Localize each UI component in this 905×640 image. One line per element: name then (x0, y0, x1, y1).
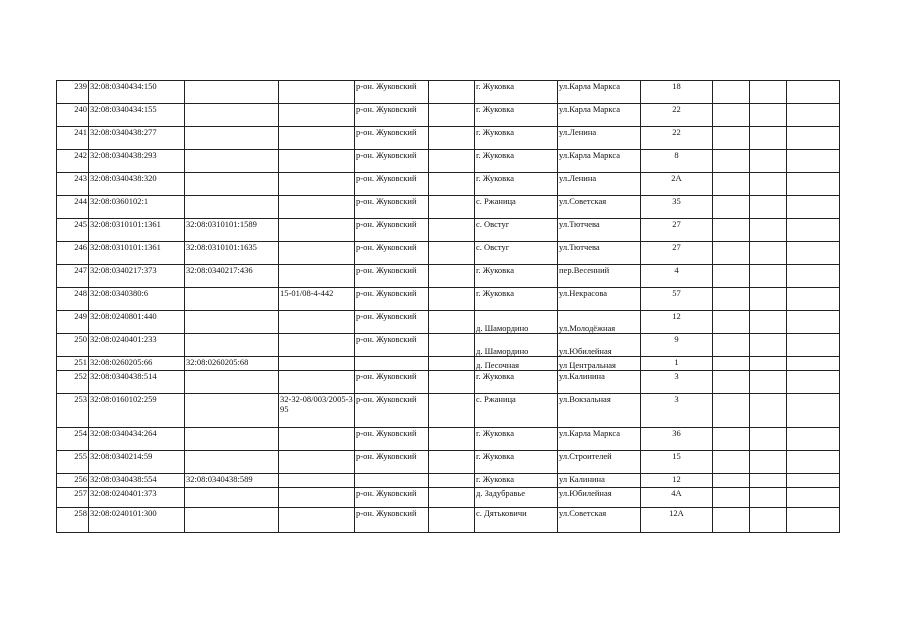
street-cell: ул.Ленина (558, 173, 641, 196)
street-cell: ул.Юбилейная (558, 334, 641, 357)
empty-cell (787, 334, 840, 357)
table-row (57, 357, 840, 371)
house-number: 15 (641, 451, 713, 474)
empty-cell (750, 173, 787, 196)
empty-cell (713, 150, 750, 173)
row-number: 252 (57, 371, 89, 394)
empty-cell (750, 474, 787, 488)
empty-cell (429, 288, 475, 311)
district-cell: р-он. Жуковский (355, 242, 429, 265)
house-number: 27 (641, 242, 713, 265)
empty-cell (429, 242, 475, 265)
empty-cell (429, 196, 475, 219)
empty-cell (787, 81, 840, 104)
district-cell: р-он. Жуковский (355, 371, 429, 394)
row-number: 244 (57, 196, 89, 219)
row-number: 248 (57, 288, 89, 311)
house-number: 35 (641, 196, 713, 219)
settlement-cell: д. Шамордино (475, 311, 558, 334)
empty-cell (713, 357, 750, 371)
table-row (57, 488, 840, 508)
cadastral-number-2 (185, 173, 279, 196)
cadastral-number: 32:08:0310101:1361 (89, 242, 185, 265)
settlement-cell: с. Овстуг (475, 242, 558, 265)
empty-cell (750, 150, 787, 173)
settlement-cell: д. Задубравье (475, 488, 558, 508)
street-cell: ул.Советская (558, 508, 641, 533)
table-row (57, 394, 840, 428)
house-number: 4А (641, 488, 713, 508)
cadastral-number-2: 32:08:0260205:68 (185, 357, 279, 371)
empty-cell (750, 371, 787, 394)
table-row (57, 311, 840, 334)
empty-cell (787, 219, 840, 242)
street-cell: ул.Карла Маркса (558, 150, 641, 173)
district-cell: р-он. Жуковский (355, 508, 429, 533)
settlement-cell: г. Жуковка (475, 127, 558, 150)
row-number: 242 (57, 150, 89, 173)
registration-number: 32-32-08/003/2005-395 (279, 394, 355, 428)
registration-number (279, 196, 355, 219)
empty-cell (787, 265, 840, 288)
cadastral-number-2 (185, 371, 279, 394)
row-number: 239 (57, 81, 89, 104)
street-cell: ул.Тютчева (558, 242, 641, 265)
empty-cell (787, 357, 840, 371)
empty-cell (787, 104, 840, 127)
cadastral-number-2 (185, 81, 279, 104)
row-number: 243 (57, 173, 89, 196)
district-cell: р-он. Жуковский (355, 265, 429, 288)
empty-cell (713, 265, 750, 288)
empty-cell (713, 334, 750, 357)
district-cell: р-он. Жуковский (355, 104, 429, 127)
row-number: 258 (57, 508, 89, 533)
cadastral-number: 32:08:0160102:259 (89, 394, 185, 428)
empty-cell (429, 394, 475, 428)
row-number: 249 (57, 311, 89, 334)
district-cell: р-он. Жуковский (355, 127, 429, 150)
registration-number (279, 242, 355, 265)
empty-cell (787, 196, 840, 219)
cadastral-number-2 (185, 104, 279, 127)
cadastral-number: 32:08:0340434:155 (89, 104, 185, 127)
settlement-cell: с. Ржаница (475, 394, 558, 428)
settlement-cell: с. Овстуг (475, 219, 558, 242)
row-number: 257 (57, 488, 89, 508)
empty-cell (787, 474, 840, 488)
row-number: 241 (57, 127, 89, 150)
settlement-cell: с. Ржаница (475, 196, 558, 219)
empty-cell (713, 288, 750, 311)
empty-cell (787, 150, 840, 173)
row-number: 245 (57, 219, 89, 242)
cadastral-number: 32:08:0340438:514 (89, 371, 185, 394)
cadastral-number-2 (185, 451, 279, 474)
empty-cell (429, 219, 475, 242)
registration-number (279, 508, 355, 533)
table-row (57, 428, 840, 451)
registration-number (279, 311, 355, 334)
empty-cell (750, 242, 787, 265)
house-number: 12 (641, 311, 713, 334)
empty-cell (750, 265, 787, 288)
cadastral-number: 32:08:0240101:300 (89, 508, 185, 533)
table-row (57, 104, 840, 127)
cadastral-number-2 (185, 508, 279, 533)
district-cell: р-он. Жуковский (355, 288, 429, 311)
empty-cell (429, 104, 475, 127)
cadastral-number: 32:08:0240401:373 (89, 488, 185, 508)
district-cell: р-он. Жуковский (355, 394, 429, 428)
registration-number (279, 474, 355, 488)
street-cell: ул.Ленина (558, 127, 641, 150)
row-number: 251 (57, 357, 89, 371)
table-row (57, 173, 840, 196)
row-number: 250 (57, 334, 89, 357)
table-row (57, 242, 840, 265)
row-number: 247 (57, 265, 89, 288)
table-row (57, 196, 840, 219)
house-number: 12А (641, 508, 713, 533)
district-cell: р-он. Жуковский (355, 311, 429, 334)
house-number: 57 (641, 288, 713, 311)
cadastral-number: 32:08:0340438:293 (89, 150, 185, 173)
table-row (57, 219, 840, 242)
registration-number: 15-01/08-4-442 (279, 288, 355, 311)
empty-cell (713, 394, 750, 428)
cadastral-number: 32:08:0340217:373 (89, 265, 185, 288)
cadastral-number: 32:08:0260205:66 (89, 357, 185, 371)
empty-cell (787, 288, 840, 311)
registration-number (279, 150, 355, 173)
empty-cell (429, 357, 475, 371)
district-cell: р-он. Жуковский (355, 428, 429, 451)
house-number: 22 (641, 104, 713, 127)
registration-number (279, 127, 355, 150)
empty-cell (713, 196, 750, 219)
table-row (57, 127, 840, 150)
registration-number (279, 265, 355, 288)
empty-cell (713, 451, 750, 474)
cadastral-number-2 (185, 127, 279, 150)
row-number: 240 (57, 104, 89, 127)
registration-number (279, 371, 355, 394)
table-row (57, 451, 840, 474)
house-number: 22 (641, 127, 713, 150)
empty-cell (713, 428, 750, 451)
cadastral-number-2 (185, 288, 279, 311)
empty-cell (787, 508, 840, 533)
cadastral-number: 32:08:0340214:59 (89, 451, 185, 474)
settlement-cell: д. Песочная (475, 357, 558, 371)
empty-cell (787, 242, 840, 265)
cadastral-number: 32:08:0240401:233 (89, 334, 185, 357)
street-cell: ул.Карла Маркса (558, 81, 641, 104)
settlement-cell: г. Жуковка (475, 173, 558, 196)
settlement-cell: г. Жуковка (475, 451, 558, 474)
cadastral-number-2 (185, 394, 279, 428)
street-cell: ул.Молодёжная (558, 311, 641, 334)
house-number: 1 (641, 357, 713, 371)
district-cell (355, 357, 429, 371)
empty-cell (429, 371, 475, 394)
cadastral-number-2: 32:08:0310101:1589 (185, 219, 279, 242)
empty-cell (787, 394, 840, 428)
street-cell: ул.Карла Маркса (558, 428, 641, 451)
street-cell: ул.Некрасова (558, 288, 641, 311)
settlement-cell: г. Жуковка (475, 371, 558, 394)
settlement-cell: г. Жуковка (475, 81, 558, 104)
cadastral-number-2 (185, 196, 279, 219)
empty-cell (787, 371, 840, 394)
row-number: 254 (57, 428, 89, 451)
cadastral-number: 32:08:0360102:1 (89, 196, 185, 219)
district-cell: р-он. Жуковский (355, 196, 429, 219)
settlement-cell: с. Дятьковичи (475, 508, 558, 533)
empty-cell (429, 265, 475, 288)
district-cell: р-он. Жуковский (355, 173, 429, 196)
empty-cell (713, 508, 750, 533)
property-registry-table (56, 80, 840, 533)
empty-cell (750, 488, 787, 508)
registration-number (279, 428, 355, 451)
empty-cell (750, 428, 787, 451)
street-cell: ул.Тютчева (558, 219, 641, 242)
house-number: 3 (641, 371, 713, 394)
registration-number (279, 81, 355, 104)
settlement-cell: г. Жуковка (475, 288, 558, 311)
empty-cell (429, 127, 475, 150)
empty-cell (429, 334, 475, 357)
district-cell: р-он. Жуковский (355, 219, 429, 242)
cadastral-number-2: 32:08:0310101:1635 (185, 242, 279, 265)
empty-cell (429, 311, 475, 334)
empty-cell (429, 150, 475, 173)
table-row (57, 150, 840, 173)
empty-cell (750, 219, 787, 242)
registration-number (279, 173, 355, 196)
cadastral-number: 32:08:0340434:150 (89, 81, 185, 104)
cadastral-number-2 (185, 488, 279, 508)
registration-number (279, 219, 355, 242)
house-number: 9 (641, 334, 713, 357)
empty-cell (750, 104, 787, 127)
street-cell: пер.Весенний (558, 265, 641, 288)
empty-cell (429, 474, 475, 488)
house-number: 4 (641, 265, 713, 288)
table-row (57, 334, 840, 357)
empty-cell (713, 219, 750, 242)
cadastral-number-2 (185, 150, 279, 173)
house-number: 36 (641, 428, 713, 451)
empty-cell (787, 173, 840, 196)
house-number: 2А (641, 173, 713, 196)
table-row (57, 508, 840, 533)
row-number: 255 (57, 451, 89, 474)
empty-cell (787, 428, 840, 451)
street-cell: ул.Вокзальная (558, 394, 641, 428)
cadastral-number-2: 32:08:0340217:436 (185, 265, 279, 288)
empty-cell (429, 428, 475, 451)
empty-cell (750, 451, 787, 474)
row-number: 253 (57, 394, 89, 428)
empty-cell (750, 127, 787, 150)
house-number: 27 (641, 219, 713, 242)
cadastral-number-2 (185, 311, 279, 334)
house-number: 3 (641, 394, 713, 428)
settlement-cell: г. Жуковка (475, 428, 558, 451)
street-cell: ул Центральная (558, 357, 641, 371)
empty-cell (750, 288, 787, 311)
empty-cell (750, 508, 787, 533)
empty-cell (750, 81, 787, 104)
cadastral-number: 32:08:0310101:1361 (89, 219, 185, 242)
empty-cell (713, 488, 750, 508)
settlement-cell: г. Жуковка (475, 150, 558, 173)
house-number: 12 (641, 474, 713, 488)
empty-cell (787, 127, 840, 150)
empty-cell (713, 81, 750, 104)
empty-cell (713, 371, 750, 394)
cadastral-number: 32:08:0340438:554 (89, 474, 185, 488)
empty-cell (750, 334, 787, 357)
cadastral-number: 32:08:0340434:264 (89, 428, 185, 451)
empty-cell (787, 451, 840, 474)
empty-cell (750, 311, 787, 334)
registration-number (279, 488, 355, 508)
table-row (57, 265, 840, 288)
table-row (57, 371, 840, 394)
empty-cell (429, 173, 475, 196)
cadastral-number: 32:08:0340438:320 (89, 173, 185, 196)
cadastral-number-2: 32:08:0340438:589 (185, 474, 279, 488)
house-number: 18 (641, 81, 713, 104)
empty-cell (429, 508, 475, 533)
empty-cell (713, 104, 750, 127)
street-cell: ул Калинина (558, 474, 641, 488)
cadastral-number-2 (185, 334, 279, 357)
registration-number (279, 334, 355, 357)
empty-cell (713, 474, 750, 488)
street-cell: ул.Калинина (558, 371, 641, 394)
table-row (57, 288, 840, 311)
table-row (57, 474, 840, 488)
street-cell: ул.Советская (558, 196, 641, 219)
cadastral-number: 32:08:0240801:440 (89, 311, 185, 334)
street-cell: ул.Строителей (558, 451, 641, 474)
district-cell (355, 474, 429, 488)
cadastral-number: 32:08:0340380:6 (89, 288, 185, 311)
cadastral-number-2 (185, 428, 279, 451)
empty-cell (713, 173, 750, 196)
empty-cell (713, 242, 750, 265)
empty-cell (713, 127, 750, 150)
empty-cell (750, 196, 787, 219)
registration-number (279, 104, 355, 127)
settlement-cell: г. Жуковка (475, 104, 558, 127)
empty-cell (787, 311, 840, 334)
empty-cell (713, 311, 750, 334)
district-cell: р-он. Жуковский (355, 488, 429, 508)
empty-cell (750, 357, 787, 371)
empty-cell (429, 81, 475, 104)
empty-cell (429, 451, 475, 474)
district-cell: р-он. Жуковский (355, 81, 429, 104)
settlement-cell: г. Жуковка (475, 474, 558, 488)
empty-cell (750, 394, 787, 428)
district-cell: р-он. Жуковский (355, 451, 429, 474)
table-row (57, 81, 840, 104)
empty-cell (429, 488, 475, 508)
settlement-cell: г. Жуковка (475, 265, 558, 288)
street-cell: ул.Карла Маркса (558, 104, 641, 127)
district-cell: р-он. Жуковский (355, 150, 429, 173)
row-number: 256 (57, 474, 89, 488)
district-cell: р-он. Жуковский (355, 334, 429, 357)
street-cell: ул.Юбилейная (558, 488, 641, 508)
registration-number (279, 357, 355, 371)
settlement-cell: д. Шамордино (475, 334, 558, 357)
cadastral-number: 32:08:0340438:277 (89, 127, 185, 150)
registry-sheet (56, 80, 840, 533)
house-number: 8 (641, 150, 713, 173)
empty-cell (787, 488, 840, 508)
registration-number (279, 451, 355, 474)
row-number: 246 (57, 242, 89, 265)
